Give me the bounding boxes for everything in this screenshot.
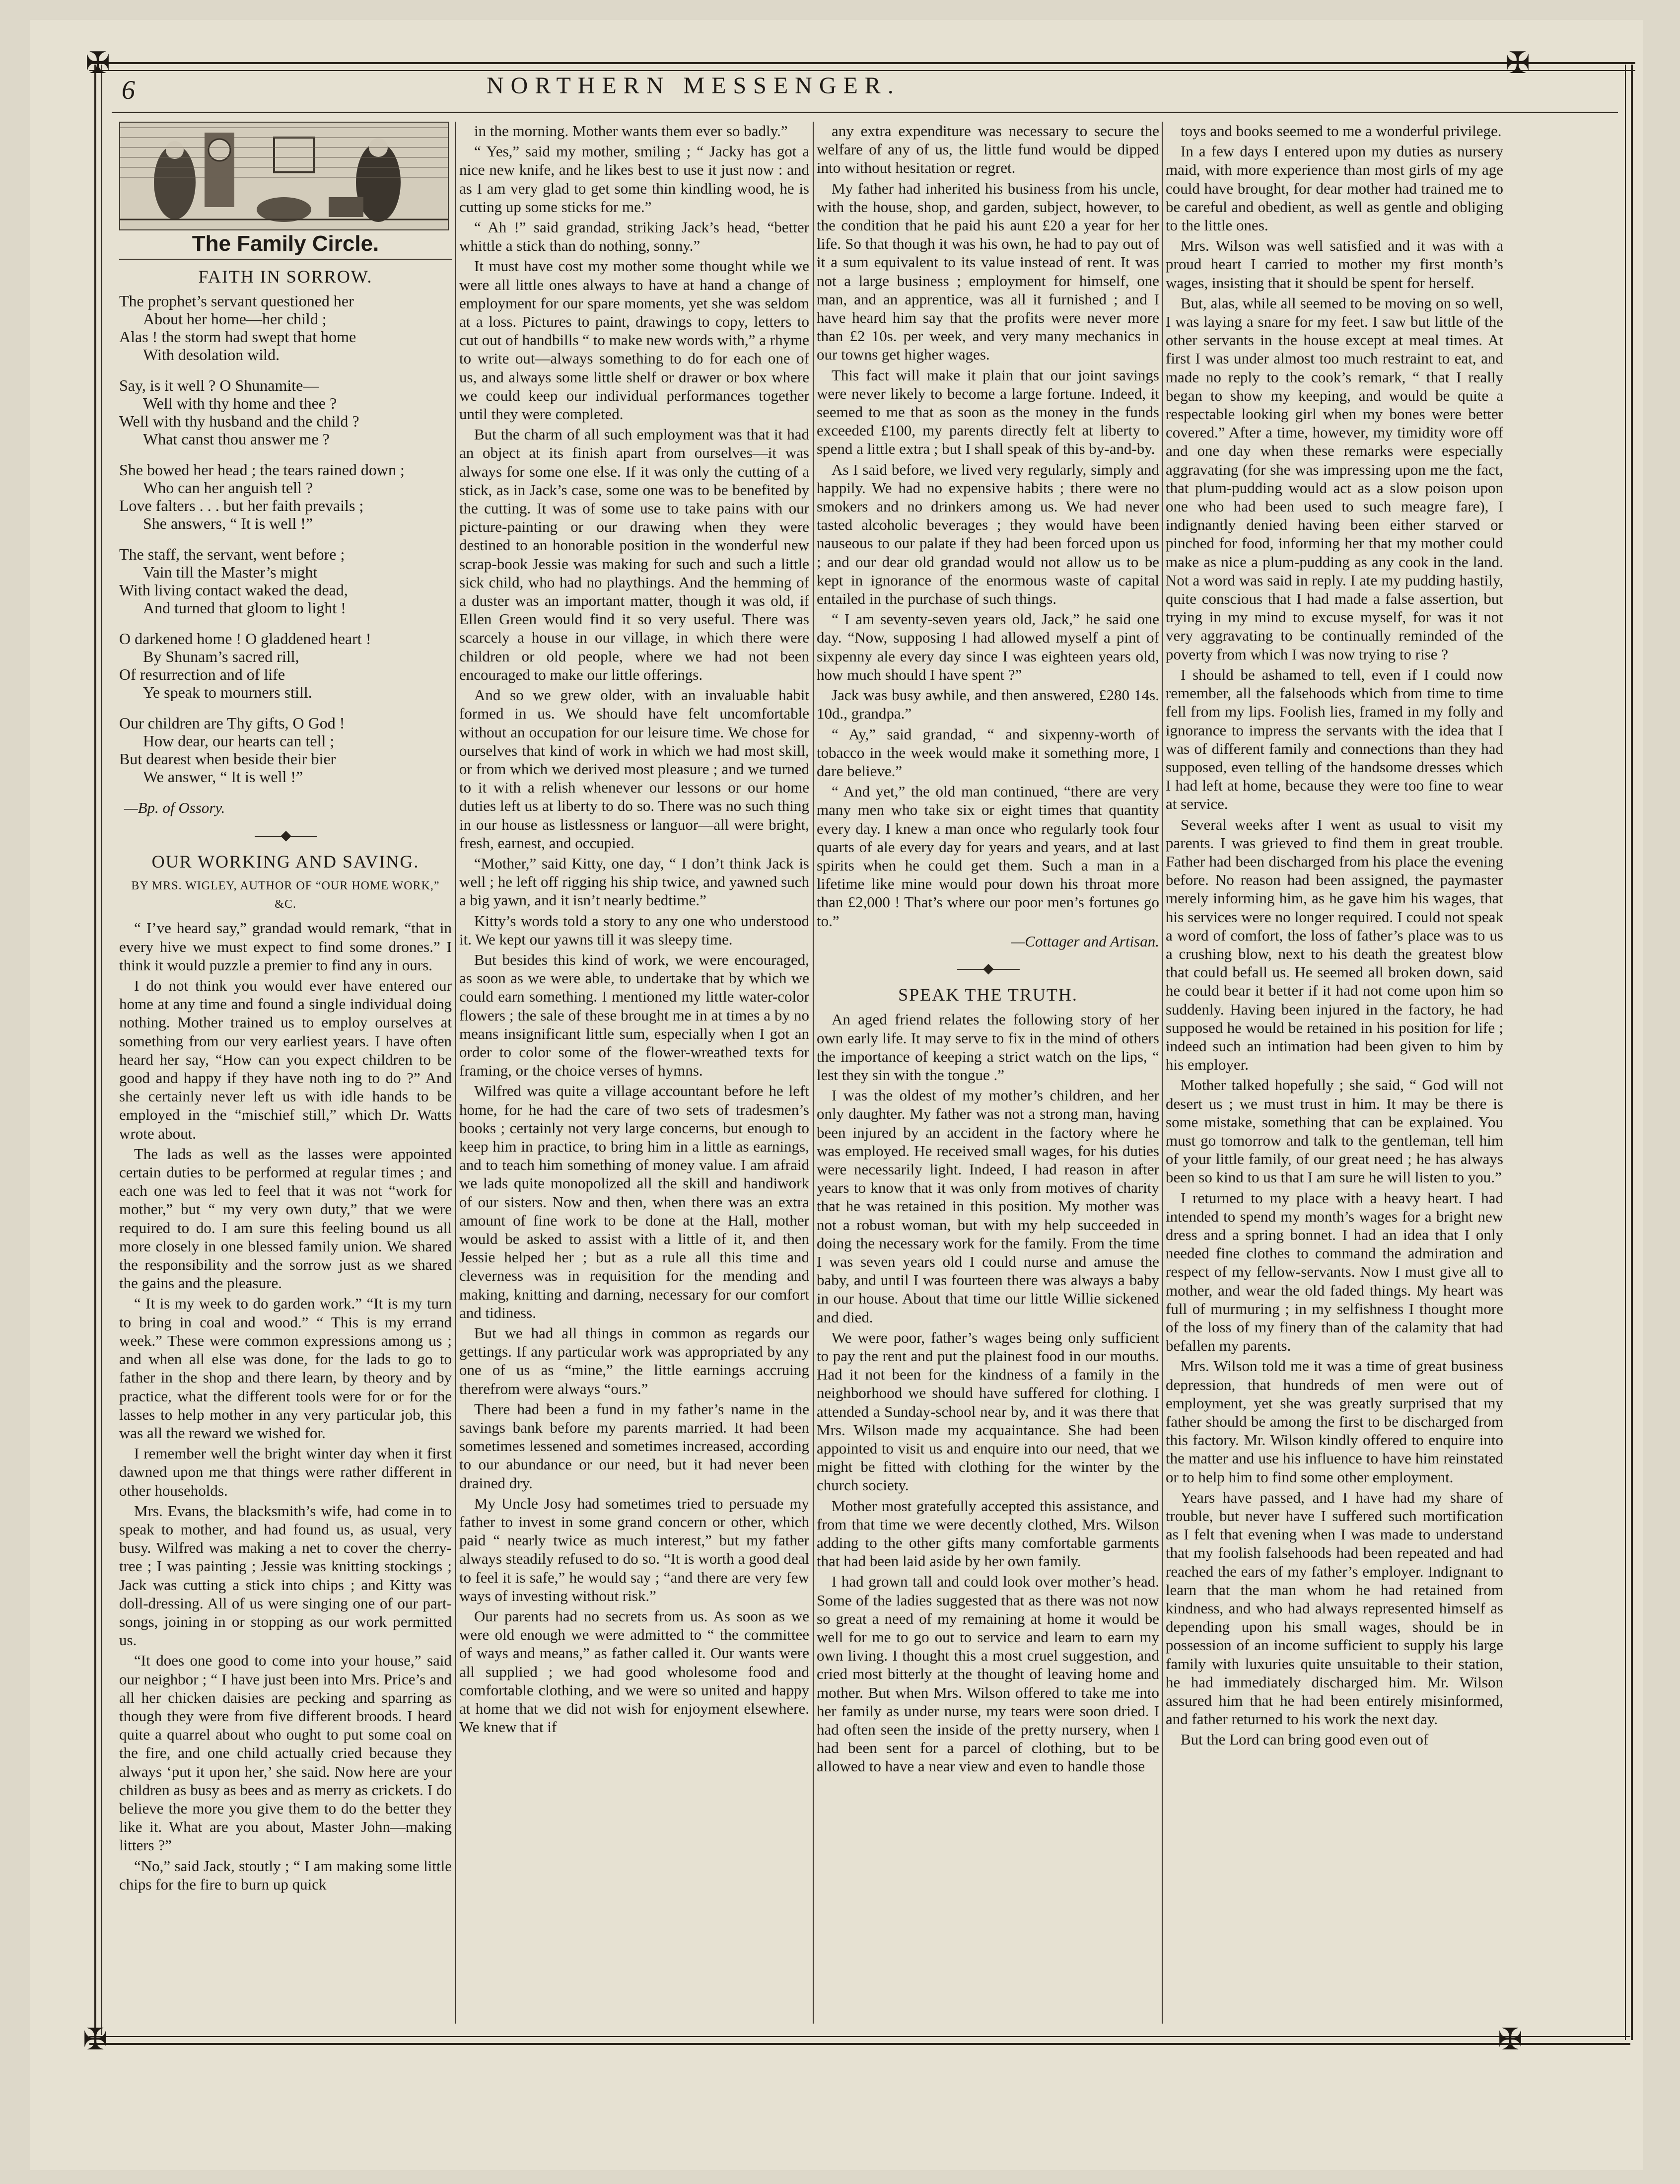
ornament-divider-icon: ——◆—— [255,827,316,843]
paragraph: We were poor, father’s wages being only sufficient to pay the rent and put the plainest food in our mouths. Had it not been for the kindness of a family in the neighborhood we should have suffered for clothing. I attended a Sunday-school near by, and it was there that Mrs. Wilson made my acquaintance. She had been appointed to visit us and enquire into our need, that we might be fitted with clothing for the winter by the church society. [817,1328,1159,1494]
article-title: SPEAK THE TRUTH. [898,985,1078,1005]
paragraph: I should be ashamed to tell, even if I could now remember, all the falsehoods which from time to time fell from my lips. Foolish lies, framed in my folly and ignorance to impress the servants with the idea that I was of different family and connections than they had supposed, even telling of the handsome dresses which I had left at home, because they were too fine to wear at service. [1166,665,1503,813]
paragraph: “ Ah !” said grandad, striking Jack’s head, “better whittle a stick than do nothing, sonny.” [459,218,809,255]
ornament-divider-icon: ——◆—— [957,960,1019,976]
article-text [817,1010,1159,1775]
left-border [94,65,102,2035]
paragraph: It must have cost my mother some thought while we were all little ones always to have at hand a change of employment for our spare moments, yet she was seldom at a loss. Pictures to paint, drawings to copy, letters to cut out of handbills “ to make new words with,” a rhyme to write out—always something to do for each one of us, and always some little shelf or drawer or box where we could keep our individual performances together until they were completed. [459,257,809,423]
poem-line: By Shunam’s sacred rill, [143,648,299,666]
paragraph: My father had inherited his business from his uncle, with the house, shop, and garden, subject, however, to the condition that he paid his aunt £20 a year for her life. So that though it was his own, he had to pay out of it a sum equivalent to its value instead of rent. It was not a large business ; employment for himself, one man, and an apprentice, was all it furnished ; and I have heard him say that the profits were never more than £2 10s. per week, and very many mechanics in our towns get higher wages. [817,179,1159,364]
article-text [119,919,452,1893]
poem-line: About her home—her child ; [143,310,327,328]
paragraph: Years have passed, and I have had my share of trouble, but never have I suffered such mortification as I felt that evening when I was made to understand that my foolish falsehoods had been repeated and had reached the ears of my father’s employer. Indignant to learn that the man whom he had retained from kindness, and who had always represented himself as depending upon his small wages, should be in possession of an income sufficient to supply his large family with luxuries quite unsuitable to their station, he had immediately discharged him. Mr. Wilson assured him that he had been entirely misinformed, and father returned to his work the next day. [1166,1488,1503,1728]
article-byline: BY MRS. WIGLEY, AUTHOR OF “OUR HOME WORK,” &C. [131,879,440,911]
poem-body [119,292,452,786]
paragraph: “ And yet,” the old man continued, “there are very many men who take six or eight times that quantity every day. I knew a man once who regularly took four quarts of ale every day for years and years, and at last spirits when he could get them. Such a man in a lifetime like mine would pour down his throat more than £2,000 ! That’s where our poor men’s fortunes go to.” [817,783,1159,930]
paragraph: “ Ay,” said grandad, “ and sixpenny-worth of tobacco in the week would make it something more, I dare believe.” [817,725,1159,780]
poem-stanza [119,714,452,786]
paragraph: Our parents had no secrets from us. As soon as we were old enough we were admitted to “ the committee of ways and means,” as father called it. Our wants were all supplied ; we had good wholesome food and comfortable clothing, and we were so united and happy at home that we did not wish for enjoyment elsewhere. We knew that if [459,1607,809,1736]
column-rule [455,122,456,2024]
paragraph: “ It is my week to do garden work.” “It is my turn to bring in coal and wood.” “ This is my errand week.” These were common expressions among us ; and when all else was done, for the lads to go to father in the shop and there learn, by theory and by practice, what the different tools were for or for the lasses to help mother in any very particular job, this was all the reward we wished for. [119,1295,452,1442]
poem-line: With living contact waked the dead, [119,581,348,599]
paragraph: “It does one good to come into your house,” said our neighbor ; “ I have just been into Mrs. Price’s and all her chicken daisies are pecking and sparring as though they were from five different broods. I heard quite a quarrel about who ought to put some coal on the fire, and one child actually cried because they always ‘put it upon her,’ she said. Now here are your children as busy as bees and as merry as crickets. I do believe the more you give them to do the better they like it. What are you about, Master John—making litters ?” [119,1652,452,1854]
poem-line: Vain till the Master’s might [143,563,318,582]
header-rule [112,112,1618,113]
poem-line: Love falters . . . but her faith prevails ; [119,497,364,515]
poem-line: O darkened home ! O gladdened heart ! [119,630,371,648]
poem-line: She answers, “ It is well !” [143,514,313,533]
paragraph: But besides this kind of work, we were encouraged, as soon as we were able, to undertake that by which we could earn something. I mentioned my little water-color flowers ; the sale of these brought me in at times a by no means insignificant little sum, especially when I got an order to color some of the flower-wreathed texts for framing, or the choice verses of hymns. [459,950,809,1080]
poem-stanza [119,461,452,532]
poem-line: And turned that gloom to light ! [143,599,346,617]
paragraph: And so we grew older, with an invaluable habit formed in us. We should have felt uncomfortable without an occupation for our leisure time. We chose for ourselves that kind of work in which we had most skill, or from which we derived most pleasure ; and we turned to it with a relish whenever our lessons or our home duties left us at liberty to do so. There was no such thing in our house as listlessness or languor—all were bright, fresh, earnest, and occupied. [459,686,809,852]
paragraph: Wilfred was quite a village accountant before he left home, for he had the care of two sets of tradesmen’s books ; certainly not very large concerns, but enough to keep him in practice, to bring him in a little as earnings, and to teach him something of money value. I am afraid we lads quite monopolized all the skill and handiwork of our sisters. Now and then, when there was an extra amount of fine work to be done at the Hall, mother would be asked to assist with a little of it, and then Jessie helped her ; but as a rule all this time and cleverness was in requisition for the mending and making, knitting and darning, necessary for our comfort and tidiness. [459,1082,809,1321]
corner-ornament-icon: ✠ [85,47,111,79]
paragraph: “ I’ve heard say,” grandad would remark, “that in every hive we must expect to find some drones.” I think it would puzzle a premier to find any in ours. [119,919,452,974]
paragraph: Mrs. Evans, the blacksmith’s wife, had come in to speak to mother, and had found us, as usual, very busy. Wilfred was making a net to cover the cherry-tree ; I was painting ; Jessie was knitting stockings ; Jack was cutting a stick into chips ; and Kitty was doll-dressing. All of us were singing one of our part-songs, joining in or stopping as our work permitted us. [119,1502,452,1649]
right-border [1625,65,1633,2040]
poem-line: Alas ! the storm had swept that home [119,328,356,346]
poem-line: We answer, “ It is well !” [143,768,303,786]
paragraph: toys and books seemed to me a wonderful privilege. [1181,122,1502,140]
top-border [89,62,1635,71]
poem-line: Our children are Thy gifts, O God ! [119,714,345,732]
poem-line: Ye speak to mourners still. [143,683,312,702]
paragraph: I was the oldest of my mother’s children, and her only daughter. My father was not a strong man, having been injured by an accident in the factory where he was employed. He received small wages, for his duties were necessarily light. Indeed, I had reason in after years to know that it was only from motives of charity that he was retained in this position. My mother was not a robust woman, but with my help succeeded in doing the necessary work for the family. From the time I was seven years old I could nurse and amuse the baby, and until I was fourteen there was always a baby in our house. About that time our little Willie sickened and died. [817,1087,1159,1326]
paragraph: Mother talked hopefully ; she said, “ God will not desert us ; we must trust in him. It may be there is some mistake, something that can be explained. You must go tomorrow and talk to the gentleman, tell him of your little family, of our great need ; he has always been so kind to us that I am sure he will listen to you.” [1166,1076,1503,1186]
divider [119,259,452,260]
paragraph: Kitty’s words told a story to any one who understood it. We kept our yawns till it was sleepy time. [459,912,809,948]
poem-line: The prophet’s servant questioned her [119,292,354,310]
paragraph: But, alas, while all seemed to be moving on so well, I was laying a snare for my feet. I saw but little of the other servants in the house except at meal times. At first I was under almost too much restraint to eat, and made no reply to the cook’s remark, “ that I really began to show my keeping, and would be quite a respectable looking girl when my bones were better covered.” After a time, however, my timidity wore off and one day when these remarks were especially aggravating (for she was impressing upon me the fact, that plum-pudding would act as a slow poison upon one who had been used to such meagre fare), I indignantly denied having been either starved or pinched for food, informing her that my mother could make as nice a plum-pudding as any cook in the land. Not a word was said in reply. I ate my pudding hastily, quite conscious that I had made a false assertion, but trying in my mind to excuse myself, for was it not very aggravating to be continually reminded of the poverty from which I was now trying to rise ? [1166,294,1503,663]
poem-line: Say, is it well ? O Shunamite— [119,376,319,395]
paragraph: in the morning. Mother wants them ever so badly.” [474,122,788,140]
poem-line: Who can her anguish tell ? [143,479,313,497]
article-text [1166,122,1503,1749]
column-3 [817,122,1159,2024]
article-text [817,122,1159,930]
column-1 [119,122,452,2024]
poem-line: She bowed her head ; the tears rained down ; [119,461,405,479]
poem-line: Well with thy home and thee ? [143,394,337,413]
paragraph: Mother most gratefully accepted this assistance, and from that time we were decently clothed, Mrs. Wilson adding to the other gifts many comfortable garments that had been laid aside by her own family. [817,1497,1159,1570]
poem-line: But dearest when beside their bier [119,750,336,768]
bottom-border [89,2036,1630,2045]
paragraph: “ I am seventy-seven years old, Jack,” he said one day. “Now, supposing I had allowed myself a pint of sixpenny ale every day since I was eighteen years old, how much should I have spent ?” [817,610,1159,683]
column-4 [1166,122,1503,2024]
paragraph: I returned to my place with a heavy heart. I had intended to spend my month’s wages for a bright new dress and a spring bonnet. I had an idea that I only needed fine clothes to command the admiration and respect of my fellow-servants. Now I must give all to mother, and wear the old faded things. My heart was full of murmuring ; in my selfishness I thought more of the loss of my finery than of the calamity that had befallen my parents. [1166,1189,1503,1355]
poem-stanza [119,545,452,617]
paragraph: Mrs. Wilson was well satisfied and it was with a proud heart I carried to mother my first month’s wages, insisting that it should be spent for herself. [1166,237,1503,291]
paragraph: But we had all things in common as regards our gettings. If any particular work was appropriated by any one of us as “mine,” the little earnings accruing therefrom were always “ours.” [459,1324,809,1397]
column-rule [813,122,814,2024]
poem-stanza [119,292,452,364]
paragraph: As I said before, we lived very regularly, simply and happily. We had no expensive habits ; there were no smokers and no drinkers among us. We had never tasted alcoholic beverages ; they would have been nauseous to our palate if they had been forced upon us ; and our dear old grandad would not allow us to be kept in ignorance of the enormous waste of capital entailed in the purchase of such things. [817,460,1159,608]
poem-line: With desolation wild. [143,346,280,364]
paragraph: The lads as well as the lasses were appointed certain duties to be performed at regular times ; and each one was led to feel that it was not “work for mother,” but “ my very own duty,” that we were required to do. I am sure this feeling bound us all more closely in one blessed family union. We shared the responsibility and the sorrow just as we shared the gains and the pleasure. [119,1145,452,1292]
paragraph: In a few days I entered upon my duties as nursery maid, with more experience than most girls of my age could have brought, for dear mother had trained me to be careful and obedient, as well as gentle and obliging to the little ones. [1166,143,1503,234]
paragraph: This fact will make it plain that our joint savings were never likely to become a large fortune. Indeed, it seemed to me that as soon as the money in the funds exceeded £100, my parents directly felt at liberty to spend a little extra ; but I shall speak of this by-and-by. [817,366,1159,458]
paragraph: Mrs. Wilson told me it was a time of great business depression, that hundreds of men were out of employment, yet she was greatly surprised that my father should be among the first to be discharged from this factory. Mr. Wilson kindly offered to enquire into the matter and use his influence to have him reinstated or to help him to find some other employment. [1166,1357,1503,1486]
article-attribution: —Cottager and Artisan. [1011,932,1159,950]
paragraph: “ Yes,” said my mother, smiling ; “ Jacky has got a nice new knife, and he likes best to use it just now : and as I am very glad to get some thin kindling wood, he is cutting up some sticks for me.” [459,143,809,216]
poem-line: Well with thy husband and the child ? [119,412,359,431]
section-heading: The Family Circle. [192,231,379,256]
corner-ornament-icon: ✠ [82,2023,108,2056]
poem-signature: —Bp. of Ossory. [124,799,225,817]
paragraph: But the Lord can bring good even out of [1181,1731,1429,1748]
paragraph: I had grown tall and could look over mother’s head. Some of the ladies suggested that as there was not now so great a need of my remaining at home it would be well for me to go out to service and learn to earn my own living. I thought this a most cruel suggestion, and cried most bitterly at the thought of leaving home and mother. But when Mrs. Wilson offered to take me into her family as under nurse, my tears were soon dried. I had often seen the inside of the pretty nursery, when I had been sent for a parcel of clothing, but to be allowed to have a near view and even to handle those [817,1573,1159,1775]
poem-stanza [119,376,452,448]
paragraph: An aged friend relates the following story of her own early life. It may serve to fix in the mind of others the importance of keeping a strict watch on the lips, “ lest they sin with the tongue .” [817,1011,1159,1084]
paragraph: I remember well the bright winter day when it first dawned upon me that things were rather different in other households. [119,1445,452,1499]
paragraph: But the charm of all such employment was that it had an object at its finish apart from ourselves—it was always for some one else. If it was only the cutting of a stick, as in Jack’s case, some one was to be benefited by the cutting. It was of some use to take pains with our picture-painting or our drawing when they were destined to an honorable position in the wonderful new scrap-book Jessie was making for such and such a little sick child, who had no playthings. And the hemming of a duster was an important matter, though it was old, if Ellen Green would find it so very useful. There was scarcely a house in our village, in which there were children or old people, where we had not been encouraged to make our little offerings. [459,426,809,683]
corner-ornament-icon: ✠ [1505,47,1531,79]
family-circle-engraving [119,122,449,230]
poem-line: The staff, the servant, went before ; [119,545,345,564]
paragraph: any extra expenditure was necessary to secure the welfare of any of us, the little fund would be dipped into without hesitation or regret. [817,122,1159,177]
poem-stanza [119,630,452,701]
paragraph: My Uncle Josy had sometimes tried to persuade my father to invest in some grand concern or other, which paid “ nearly twice as much interest,” but my father always steadily refused to do so. “It is worth a good deal to feel it is safe,” he would say ; “and there are very few ways of investing without risk.” [459,1494,809,1604]
paragraph: There had been a fund in my father’s name in the savings bank before my parents married. It had been sometimes lessened and sometimes increased, according to our abundance or our need, but it had never been drained dry. [459,1400,809,1492]
paragraph: “No,” said Jack, stoutly ; “ I am making some little chips for the fire to burn up quick [119,1857,452,1893]
paragraph: “Mother,” said Kitty, one day, “ I don’t think Jack is well ; he left off rigging his ship twice, and yawned such a big yawn, and it isn’t nearly bedtime.” [459,854,809,909]
page-number: 6 [122,75,135,105]
poem-title: FAITH IN SORROW. [198,267,373,287]
column-rule [1162,122,1163,2024]
poem-line: Of resurrection and of life [119,665,285,684]
masthead: NORTHERN MESSENGER. [487,73,901,99]
article-text [459,122,809,1736]
poem-line: How dear, our hearts can tell ; [143,732,335,750]
corner-ornament-icon: ✠ [1497,2023,1523,2056]
paragraph: I do not think you would ever have entered our home at any time and found a single individual doing nothing. Mother trained us to employ ourselves at something from our very earliest years. I have often heard her say, “How can you expect children to be good and happy if they have noth ing to do ?” And she certainly never left us with idle hands to be employed in the “mischief still,” which Dr. Watts wrote about. [119,977,452,1142]
paragraph: Jack was busy awhile, and then answered, £280 14s. 10d., grandpa.” [817,686,1159,723]
column-2 [459,122,809,2024]
paragraph: Several weeks after I went as usual to visit my parents. I was grieved to find them in great trouble. Father had been discharged from his place the evening before. No reason had been assigned, the paymaster merely informing him, as he gave him his wages, that his services were no longer required. I could not speak a word of comfort, the loss of father’s place was to us a crushing blow, next to his death the greatest blow that could befall us. He seemed all broken down, said he could bear it better if it had not come upon him so suddenly. Having been injured in the factory, he had supposed he would be retained in his position for life ; indeed such an intimation had been given to him by his employer. [1166,815,1503,1074]
poem-line: What canst thou answer me ? [143,430,330,448]
article-title: OUR WORKING AND SAVING. [151,851,420,872]
